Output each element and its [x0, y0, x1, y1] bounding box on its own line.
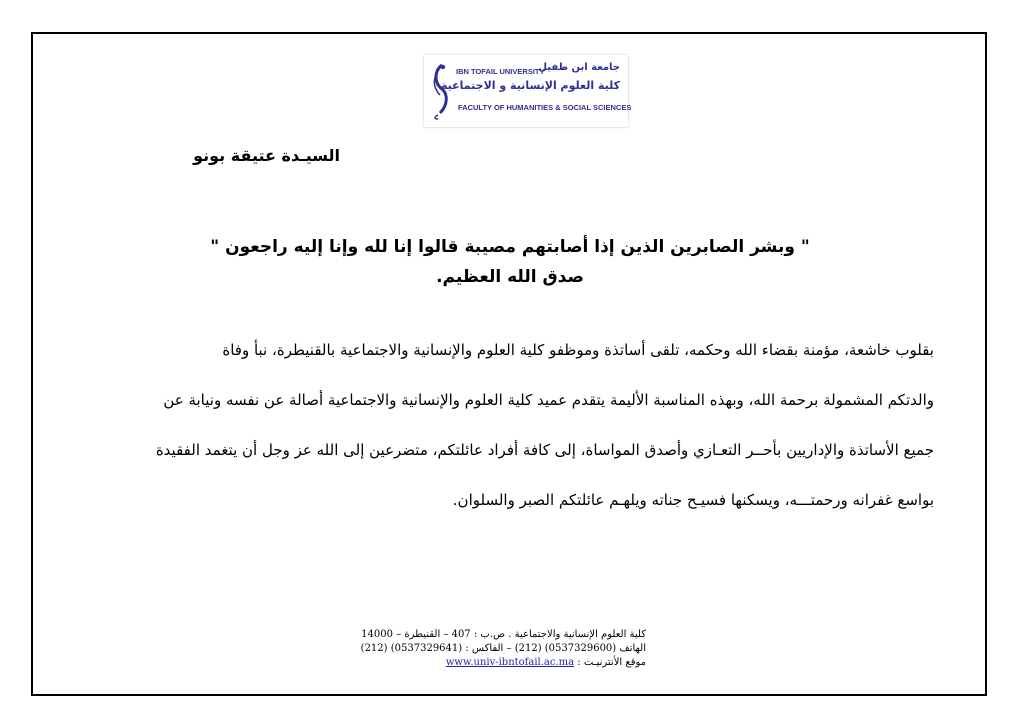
faculty-name-ar: كلية العلوم الإنسانية و الاجتماعية	[440, 79, 620, 92]
recipient-name: السيـدة عتيقة بونو	[193, 146, 340, 165]
condolence-body	[86, 325, 934, 525]
body-line-3: جميع الأساتذة والإداريين بأحــر التعـازي وأصدق المواساة، إلى كافة أفراد عائلتكم، متضرعين إلى الله عز وجل أن يتغمد الفقيدة	[155, 441, 934, 459]
university-name-ar: جامعة ابن طفيل	[538, 62, 620, 73]
faculty-name-en: FACULTY OF HUMANITIES & SOCIAL SCIENCES	[458, 103, 632, 112]
footer-website-link[interactable]: www.univ-ibntofail.ac.ma	[445, 657, 575, 668]
footer-website-label: موقع الأنترنيـت :	[577, 657, 646, 668]
body-line-2: والدتكم المشمولة برحمة الله، وبهذه المناسبة الأليمة يتقدم عميد كلية العلوم والإنسانية والاجتماعية أصالة عن نفسه ونيابة عن	[163, 391, 934, 409]
body-line-1: بقلوب خاشعة، مؤمنة بقضاء الله وحكمه، تلقى أساتذة وموظفو كلية العلوم والإنسانية والاجتماعية بالقنيطرة، نبأ وفاة	[222, 341, 934, 359]
body-line-4: بواسع غفرانه ورحمتـــه، ويسكنها فسيـح جناته ويلهـم عائلتكم الصبر والسلوان.	[452, 491, 934, 509]
footer-phone-fax: الهاتف (0537329600) (212) – الفاكس : (0537329641) (212)	[360, 643, 646, 654]
verse-attribution: صدق الله العظيم.	[436, 267, 584, 287]
university-logo	[424, 55, 632, 127]
verse-line: " وبشر الصابرين الذين إذا أصابتهم مصيبة قالوا إنا لله وإنا إليه راجعون "	[210, 237, 810, 257]
university-name-en: IBN TOFAIL UNIVERSITY	[456, 67, 545, 76]
quran-verse	[180, 232, 840, 292]
footer-website-row	[330, 656, 646, 670]
footer-contact	[330, 628, 646, 670]
footer-address: كلية العلوم الإنسانية والاجتماعية . ص.ب : 407 – القنيطرة – 14000	[361, 629, 646, 640]
